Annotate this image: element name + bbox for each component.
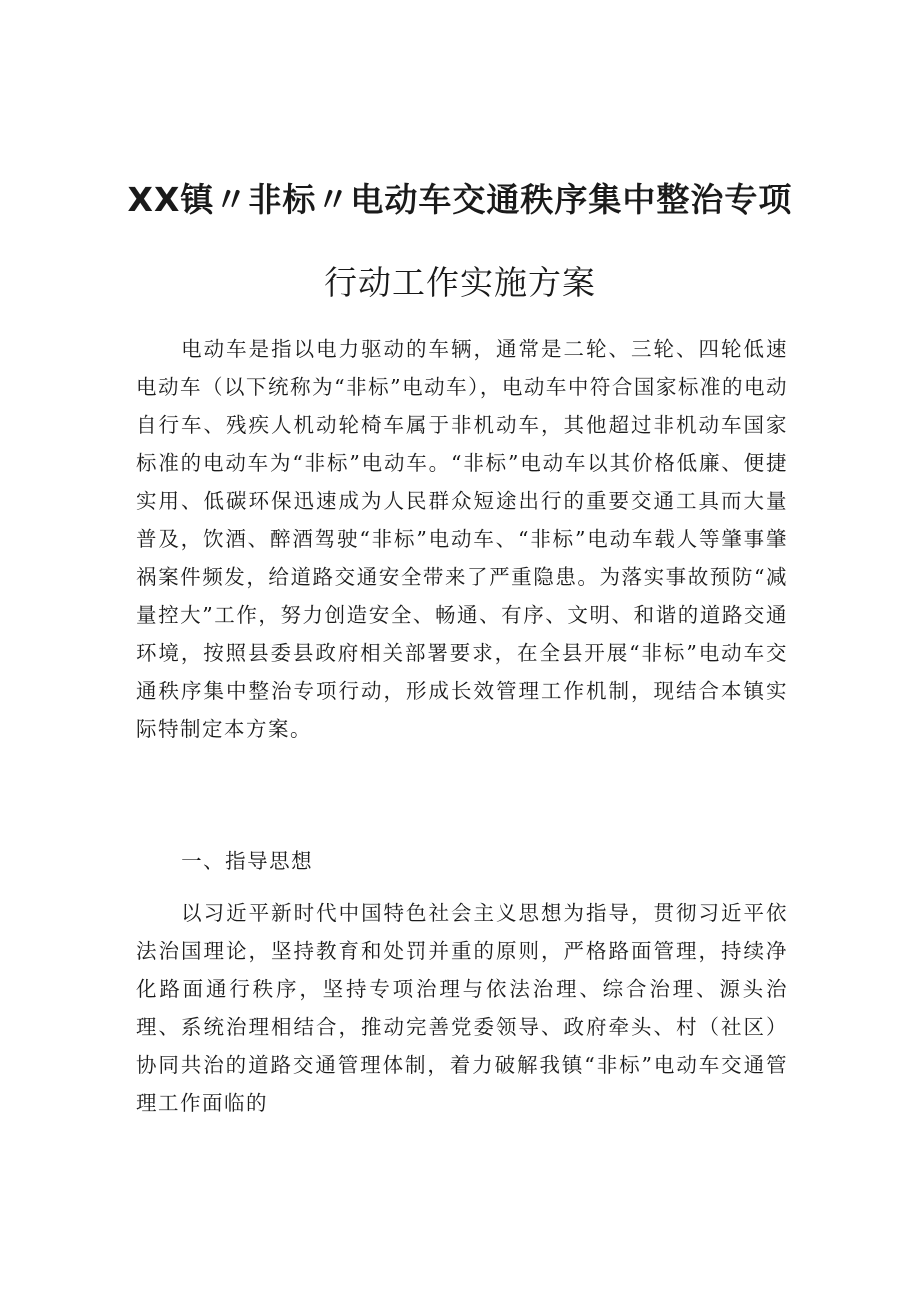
guiding-ideology-paragraph: 以习近平新时代中国特色社会主义思想为指导，贯彻习近平依法治国理论，坚持教育和处罚并重的原则，严格路面管理，持续净化路面通行秩序，坚持专项治理与依法治理、综合治理、源头治理、系统治理相结合，推动完善党委领导、政府牵头、村（社区）协同共治的道路交通管理体制，着力破解我镇“非标”电动车交通管理工作面临的 <box>136 901 788 1115</box>
document-title-line-2: 行动工作实施方案 <box>324 263 596 302</box>
document-title-line-1: XX镇〃非标〃电动车交通秩序集中整治专项 <box>127 180 793 219</box>
section-heading-guiding-ideology: 一、指导思想 <box>181 849 314 873</box>
intro-paragraph: 电动车是指以电力驱动的车辆，通常是二轮、三轮、四轮低速电动车（以下统称为“非标”电动车），电动车中符合国家标准的电动自行车、残疾人机动轮椅车属于非机动车，其他超过非机动车国家标准的电动车为“非标”电动车。“非标”电动车以其价格低廉、便捷实用、低碳环保迅速成为人民群众短途出行的重要交通工具而大量普及，饮酒、醉酒驾驶“非标”电动车、“非标”电动车载人等肇事肇祸案件频发，给道路交通安全带来了严重隐患。为落实事故预防“减量控大”工作，努力创造安全、畅通、有序、文明、和谐的道路交通环境，按照县委县政府相关部署要求，在全县开展“非标”电动车交通秩序集中整治专项行动，形成长效管理工作机制，现结合本镇实际特制定本方案。 <box>136 337 788 741</box>
